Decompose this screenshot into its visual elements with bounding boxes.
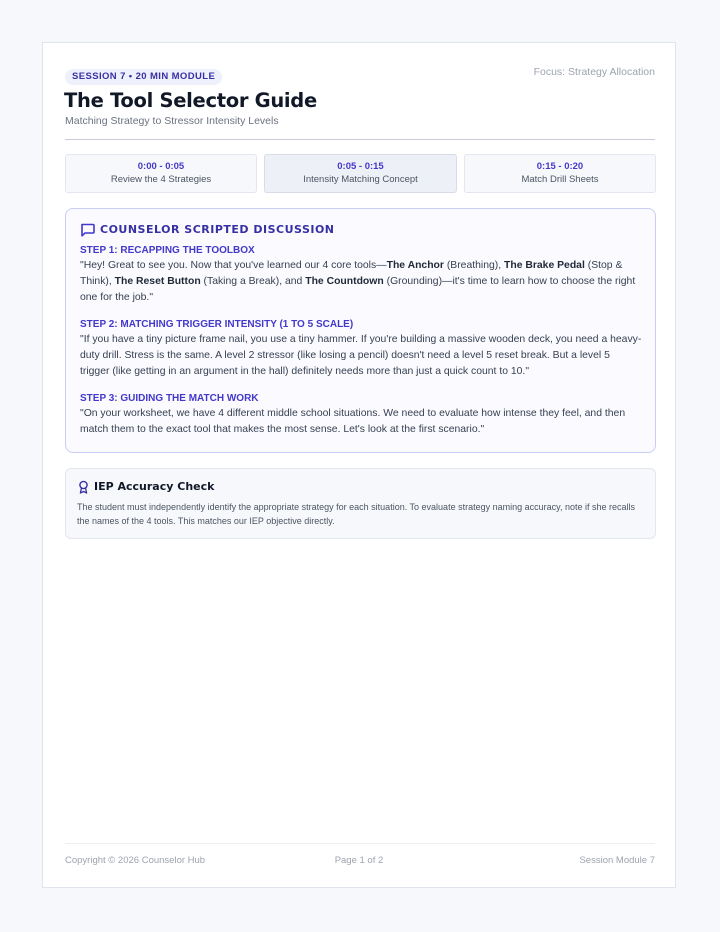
step-body: "On your worksheet, we have 4 different middle school situations. We need to evaluate how intense they feel, and then match them to the exact tool that makes the most sense. Let's look at the first scenario." <box>80 408 626 435</box>
discussion-step-2 <box>80 318 642 380</box>
timeline-label: Intensity Matching Concept <box>303 174 418 185</box>
scripted-discussion-panel <box>65 208 656 453</box>
tool-name-brake-pedal: The Brake Pedal <box>504 260 585 271</box>
footer-copyright: Copyright © 2026 Counselor Hub <box>65 855 206 866</box>
timeline-time: 0:05 - 0:15 <box>337 161 384 172</box>
timeline-block-review <box>65 154 257 193</box>
timeline-time: 0:15 - 0:20 <box>536 161 584 172</box>
tool-name-anchor: The Anchor <box>386 260 444 271</box>
step-body: "Hey! Great to see you. Now that you've learned our 4 core tools—The Anchor (Breathing), The Brake Pedal (Stop & Think), The Reset Button (Taking a Break), and The Countdown (Grounding)—it's time to learn how to choose the right one for the job." <box>80 260 636 303</box>
timeline-label: Review the 4 Strategies <box>110 174 212 185</box>
footer-page-number: Page 1 of 2 <box>334 855 384 866</box>
discussion-step-3 <box>80 392 642 438</box>
award-ribbon-icon <box>78 480 89 494</box>
step-title: STEP 3: GUIDING THE MATCH WORK <box>80 393 259 404</box>
page-subtitle: Matching Strategy to Stressor Intensity Levels <box>65 115 279 127</box>
timeline-block-drill <box>464 154 656 193</box>
discussion-heading: COUNSELOR SCRIPTED DISCUSSION <box>100 223 335 236</box>
focus-label: Focus: Strategy Allocation <box>533 66 655 78</box>
iep-heading: IEP Accuracy Check <box>94 480 215 493</box>
timeline-block-intensity <box>264 154 457 193</box>
tool-name-countdown: The Countdown <box>305 276 384 287</box>
worksheet-page <box>42 42 676 888</box>
step-title: STEP 2: MATCHING TRIGGER INTENSITY (1 TO 5 SCALE) <box>80 319 354 330</box>
timeline-label: Match Drill Sheets <box>521 174 599 185</box>
footer-divider <box>65 843 655 844</box>
iep-accuracy-panel <box>65 468 656 539</box>
step-body: "If you have a tiny picture frame nail, you use a tiny hammer. If you're building a massive wooden deck, you need a heavy-duty drill. Stress is the same. A level 2 stressor (like losing a pencil) doesn't need a level 5 reset break. But a level 5 trigger (like getting in an argument in the hall) definitely needs more than just a quick count to 10." <box>80 334 642 377</box>
tool-name-reset-button: The Reset Button <box>114 276 201 287</box>
session-badge: SESSION 7 • 20 MIN MODULE <box>65 69 222 85</box>
chat-bubble-icon <box>80 223 95 237</box>
header-divider <box>65 139 655 140</box>
session-timeline <box>65 154 656 193</box>
footer-module: Session Module 7 <box>579 855 655 866</box>
page-title: The Tool Selector Guide <box>64 89 317 112</box>
timeline-time: 0:00 - 0:05 <box>137 161 185 172</box>
iep-description: The student must independently identify the appropriate strategy for each situation. To evaluate strategy naming accuracy, note if she recalls the names of the 4 tools. This matches our IEP objective directly. <box>77 502 635 526</box>
discussion-step-1 <box>80 244 642 306</box>
step-title: STEP 1: RECAPPING THE TOOLBOX <box>80 245 255 256</box>
